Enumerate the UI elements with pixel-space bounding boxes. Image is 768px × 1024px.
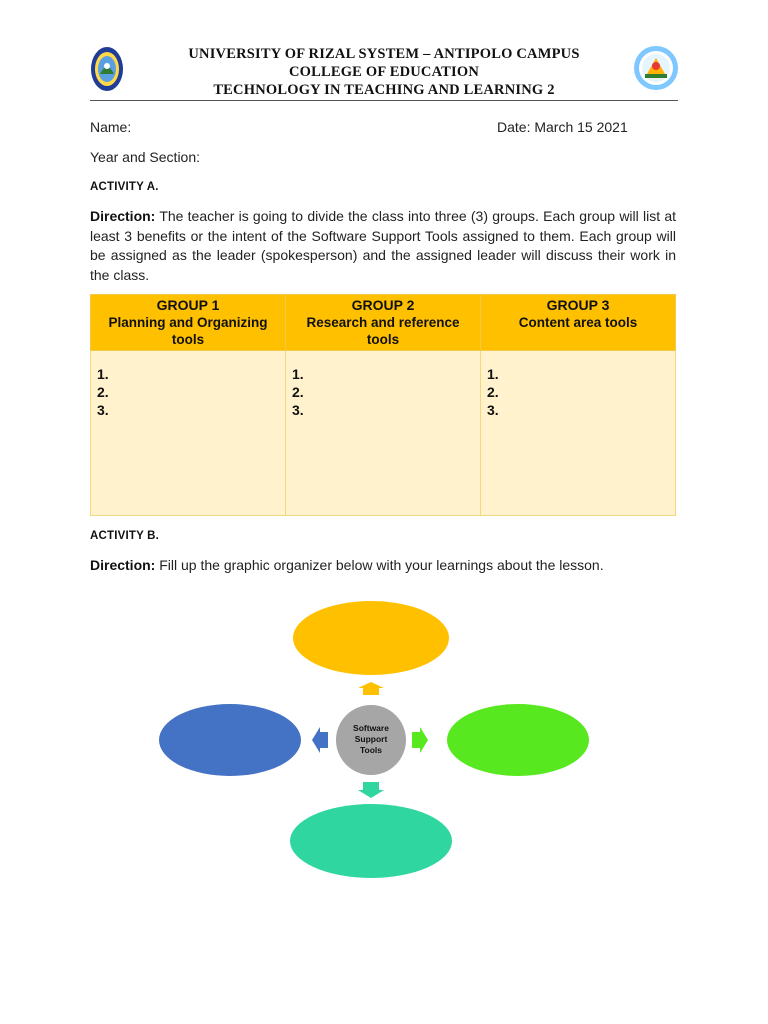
course-title: TECHNOLOGY IN TEACHING AND LEARNING 2 bbox=[213, 82, 555, 98]
arrow-down-icon bbox=[358, 782, 384, 798]
name-label: Name: bbox=[90, 119, 132, 135]
header-divider bbox=[90, 100, 678, 101]
direction-label: Direction: bbox=[90, 208, 156, 224]
college-seal-logo bbox=[633, 44, 679, 97]
group-1-name: GROUP 1 bbox=[156, 297, 220, 313]
group-1-topic: Planning and Organizing tools bbox=[108, 315, 268, 347]
arrow-up-icon bbox=[358, 682, 384, 695]
groups-body-row bbox=[91, 351, 676, 516]
organizer-right-oval[interactable] bbox=[447, 704, 589, 776]
group-2-header bbox=[286, 295, 481, 351]
list-item: 1. bbox=[292, 366, 304, 382]
list-item: 2. bbox=[97, 384, 109, 400]
direction-label: Direction: bbox=[90, 557, 156, 573]
group-3-topic: Content area tools bbox=[518, 315, 638, 330]
group-2-topic: Research and reference tools bbox=[306, 315, 460, 347]
list-item: 3. bbox=[292, 402, 304, 418]
graphic-organizer bbox=[150, 600, 600, 890]
list-item: 1. bbox=[97, 366, 109, 382]
group-3-answers[interactable] bbox=[481, 351, 676, 516]
group-1-header bbox=[91, 295, 286, 351]
group-2-name: GROUP 2 bbox=[351, 297, 415, 313]
university-seal-logo bbox=[90, 46, 124, 97]
college-of-education-seal-icon bbox=[633, 44, 679, 92]
college-name: COLLEGE OF EDUCATION bbox=[288, 64, 480, 80]
activity-a-direction bbox=[90, 207, 676, 285]
organizer-top-oval[interactable] bbox=[293, 601, 449, 675]
groups-table bbox=[90, 294, 676, 516]
group-3-header bbox=[481, 295, 676, 351]
center-label-line1: Software bbox=[353, 723, 389, 733]
list-item: 3. bbox=[487, 402, 499, 418]
center-label-line2: Support bbox=[354, 734, 388, 744]
group-1-answers[interactable] bbox=[91, 351, 286, 516]
activity-a-title: ACTIVITY A. bbox=[90, 181, 159, 193]
activity-b-title: ACTIVITY B. bbox=[90, 530, 160, 542]
organizer-left-oval[interactable] bbox=[159, 704, 301, 776]
list-item: 2. bbox=[487, 384, 499, 400]
groups-header-row bbox=[91, 295, 676, 351]
group-2-answers[interactable] bbox=[286, 351, 481, 516]
direction-text: Fill up the graphic organizer below with your learnings about the lesson. bbox=[155, 557, 604, 573]
organizer-bottom-oval[interactable] bbox=[290, 804, 452, 878]
direction-text: The teacher is going to divide the class into three (3) groups. Each group will list at least 3 benefits or the intent of the Software Support Tools assigned to them. Each group will be assigned as the leader (spokesperson) and the assigned leader will discuss their work in the class. bbox=[90, 208, 676, 283]
activity-b-direction bbox=[90, 556, 676, 576]
date-label: Date: March 15 2021 bbox=[497, 119, 628, 135]
list-item: 1. bbox=[487, 366, 499, 382]
list-item: 2. bbox=[292, 384, 304, 400]
group-3-name: GROUP 3 bbox=[546, 297, 610, 313]
list-item: 3. bbox=[97, 402, 109, 418]
university-name: UNIVERSITY OF RIZAL SYSTEM – ANTIPOLO CAMPUS bbox=[188, 46, 580, 62]
urs-seal-icon bbox=[90, 46, 124, 92]
year-section-label: Year and Section: bbox=[90, 149, 201, 165]
center-label-line3: Tools bbox=[359, 745, 383, 755]
arrow-left-icon bbox=[312, 727, 328, 753]
arrow-right-icon bbox=[412, 727, 428, 753]
